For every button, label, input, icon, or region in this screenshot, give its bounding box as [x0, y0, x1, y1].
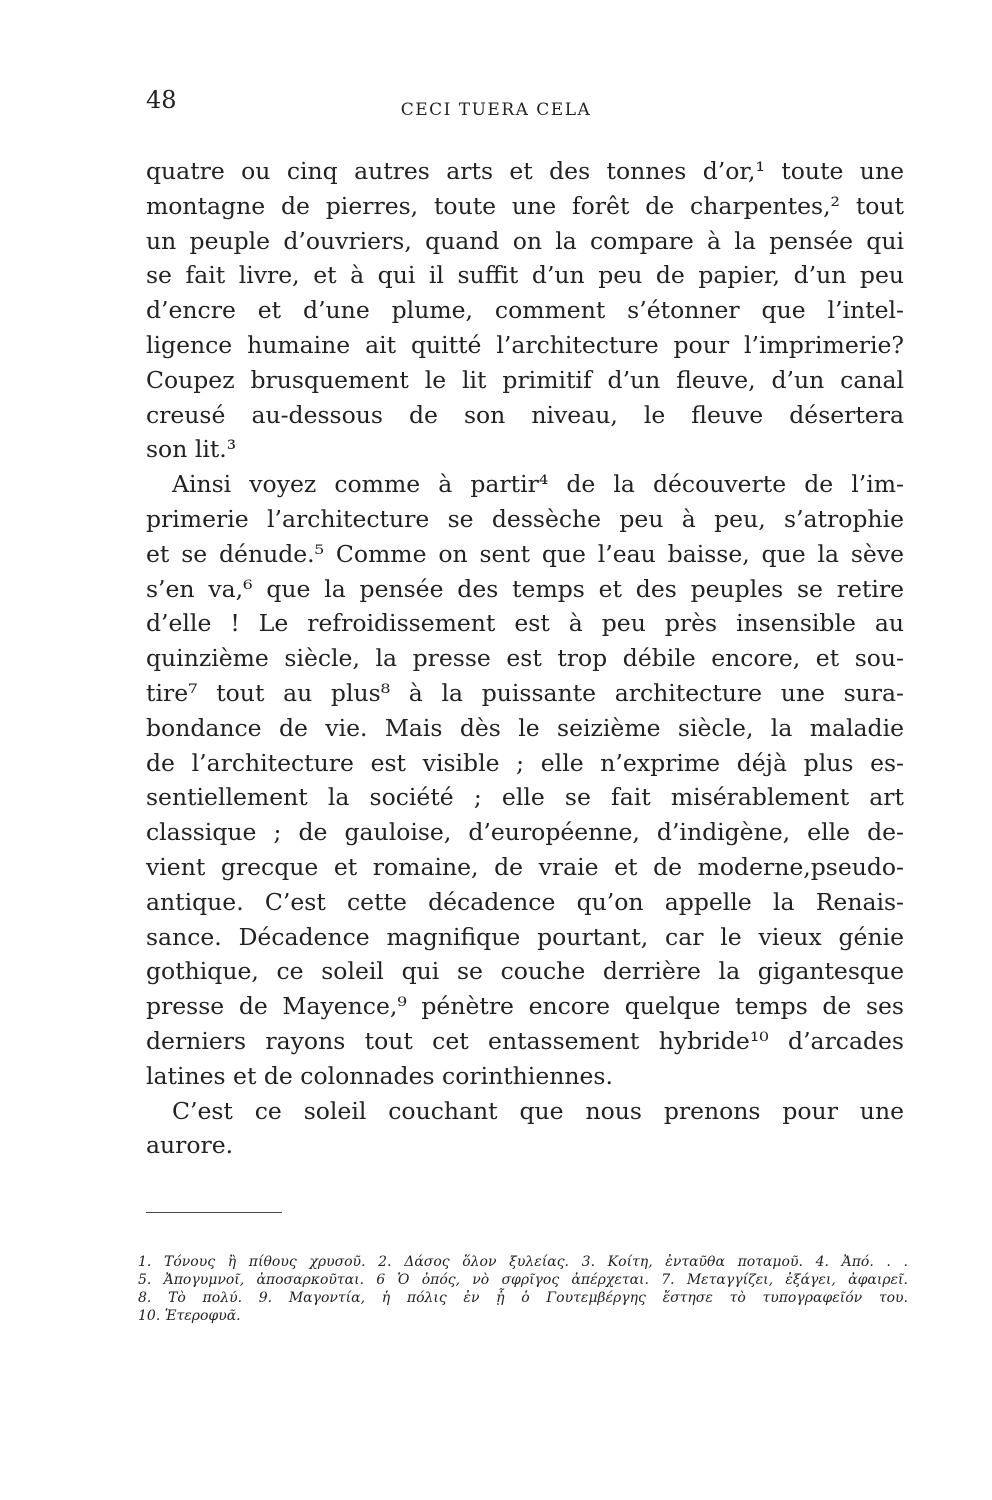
text-line: quinzième siècle, la presse est trop débile encore, et sou-	[146, 644, 904, 673]
text-line: d’encre et d’une plume, comment s’étonner que l’intel-	[146, 296, 904, 325]
footnote-line: 1. Τόνους ἢ πίθους χρυσοῦ. 2. Δάσος ὅλον ξυλείας. 3. Κοίτη, ἐνταῦθα ποταμοῦ. 4. Ἀπό. . .	[138, 1254, 908, 1270]
footnote-rule	[146, 1212, 282, 1213]
text-line: latines et de colonnades corinthiennes.	[146, 1061, 613, 1090]
footnote-line: 10. Ἑτεροφυᾶ.	[138, 1308, 241, 1324]
text-line: son lit.³	[146, 435, 237, 464]
text-line: sentiellement la société ; elle se fait misérablement art	[146, 783, 904, 812]
text-line: quatre ou cinq autres arts et des tonnes d’or,¹ toute une	[146, 157, 904, 185]
body-text	[146, 154, 904, 1163]
text-line: et se dénude.⁵ Comme on sent que l’eau baisse, que la sève	[146, 539, 904, 568]
text-line: C’est ce soleil couchant que nous prenons pour une	[172, 1096, 904, 1125]
text-line: creusé au-dessous de son niveau, le fleuve désertera	[146, 400, 904, 429]
text-line: classique ; de gauloise, d’européenne, d’indigène, elle de-	[146, 818, 904, 847]
text-line: primerie l’architecture se dessèche peu à peu, s’atrophie	[146, 504, 904, 533]
running-title: CECI TUERA CELA	[400, 100, 592, 120]
text-line: d’elle ! Le refroidissement est à peu près insensible au	[146, 609, 904, 638]
footnote-line: 5. Ἀπογυμνοῖ, ἀποσαρκοῦται. 6 Ὁ ὀπός, νὸ σφρῖγος ἀπέρχεται. 7. Μεταγγίζει, ἐξάγει, ἀφαιρεῖ.	[138, 1272, 908, 1288]
footnote-line: 8. Τὸ πολύ. 9. Μαγοντία, ἡ πόλις ἐν ᾗ ὁ Γουτεμβέργης ἔστησε τὸ τυπογραφεῖόν του.	[138, 1290, 908, 1306]
footnotes	[138, 1253, 908, 1325]
page-number: 48	[146, 86, 177, 114]
text-line: bondance de vie. Mais dès le seizième siècle, la maladie	[146, 713, 904, 742]
text-line: presse de Mayence,⁹ pénètre encore quelque temps de ses	[146, 992, 904, 1021]
text-line: aurore.	[146, 1131, 234, 1160]
text-line: tire⁷ tout au plus⁸ à la puissante architecture une sura-	[146, 678, 904, 707]
text-line: antique. C’est cette décadence qu’on appelle la Renais-	[146, 887, 904, 916]
text-line: montagne de pierres, toute une forêt de charpentes,² tout	[146, 191, 904, 220]
text-line: sance. Décadence magnifique pourtant, car le vieux génie	[146, 922, 904, 951]
text-line: s’en va,⁶ que la pensée des temps et des peuples se retire	[146, 574, 904, 603]
text-line: ligence humaine ait quitté l’architecture pour l’imprimerie?	[146, 330, 904, 359]
text-line: gothique, ce soleil qui se couche derrière la gigantesque	[146, 957, 904, 986]
text-line: un peuple d’ouvriers, quand on la compare à la pensée qui	[146, 226, 904, 255]
text-line: vient grecque et romaine, de vraie et de moderne,pseudo-	[146, 852, 904, 881]
text-line: derniers rayons tout cet entassement hybride¹⁰ d’arcades	[146, 1026, 904, 1055]
text-line: de l’architecture est visible ; elle n’exprime déjà plus es-	[146, 748, 904, 777]
text-line: Coupez brusquement le lit primitif d’un fleuve, d’un canal	[146, 365, 904, 394]
text-line: se fait livre, et à qui il suffit d’un peu de papier, d’un peu	[146, 261, 904, 290]
text-line: Ainsi voyez comme à partir⁴ de la découverte de l’im-	[172, 470, 904, 499]
